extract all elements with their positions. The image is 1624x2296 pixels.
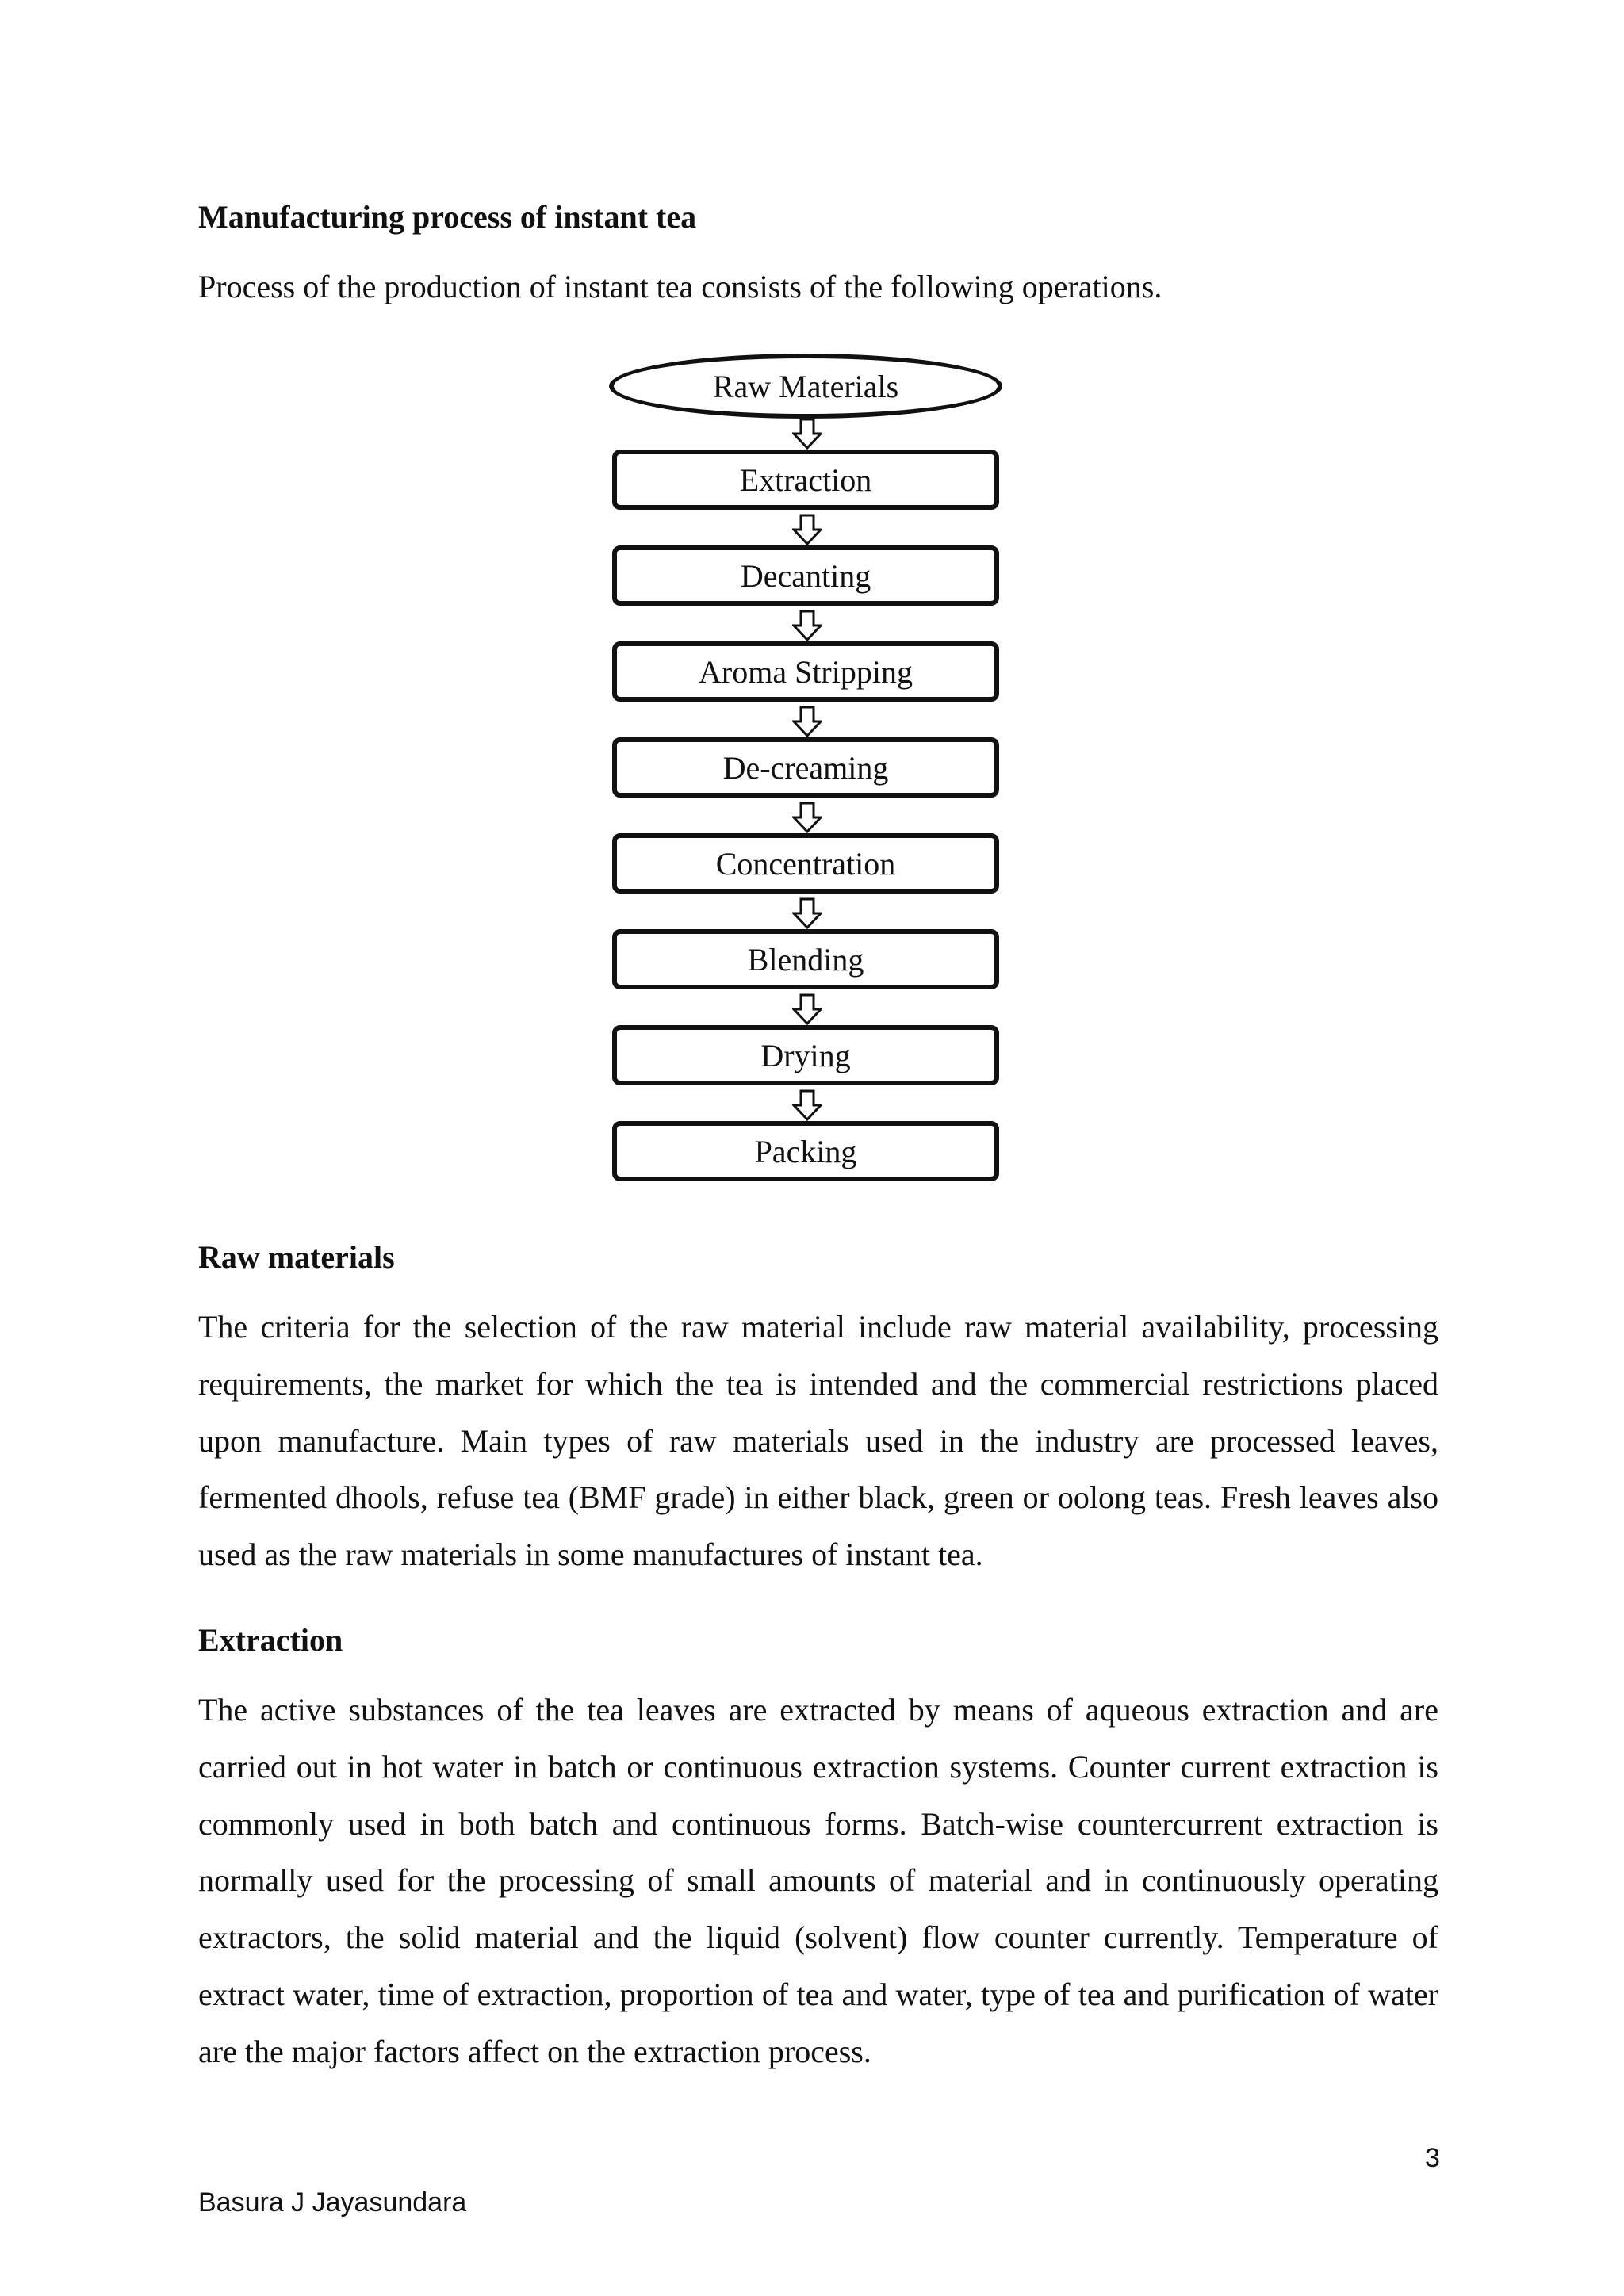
flow-step-aroma-stripping: Aroma Stripping [612,641,999,702]
flow-step-blending: Blending [612,929,999,989]
down-arrow-icon [792,418,822,450]
intro-text: Process of the production of instant tea consists of the following operations. [198,269,1162,304]
flow-step-extraction: Extraction [612,450,999,510]
down-arrow-icon [792,610,822,641]
section-body-extraction: The active substances of the tea leaves are extracted by means of aqueous extraction and are carried out in hot water in batch or continuous extraction systems. Counter current extraction is commonly used in both batch and continuous forms. Batch-wise countercurrent extraction is normally used for the processing of small amounts of material and in continuously operating extractors, the solid material and the liquid (solvent) flow counter currently. Temperature of extract water, time of extraction, proportion of tea and water, type of tea and purification of water are the major factors affect on the extraction process. [198,1692,1438,2069]
down-arrow-icon [792,802,822,833]
flow-step-de-creaming: De-creaming [612,737,999,798]
section-heading-extraction: Extraction [198,1622,343,1658]
flow-step-raw-materials: Raw Materials [609,354,1002,419]
section-body-raw-materials: The criteria for the selection of the raw material include raw material availability, processing requirements, the market for which the tea is intended and the commercial restrictions placed upon manufacture. Main types of raw materials used in the industry are processed leaves, fermented dhools, refuse tea (BMF grade) in either black, green or oolong teas. Fresh leaves also used as the raw materials in some manufactures of instant tea. [198,1309,1438,1573]
down-arrow-icon [792,706,822,737]
footer-author: Basura J Jayasundara [198,2187,467,2218]
down-arrow-icon [792,993,822,1025]
flow-step-concentration: Concentration [612,833,999,894]
down-arrow-icon [792,897,822,929]
flow-step-decanting: Decanting [612,545,999,606]
down-arrow-icon [792,1089,822,1121]
section-heading-raw-materials: Raw materials [198,1239,395,1275]
flow-step-drying: Drying [612,1025,999,1085]
down-arrow-icon [792,514,822,545]
page-number: 3 [1425,2143,1440,2173]
page-title: Manufacturing process of instant tea [198,199,697,235]
flow-step-packing: Packing [612,1121,999,1181]
